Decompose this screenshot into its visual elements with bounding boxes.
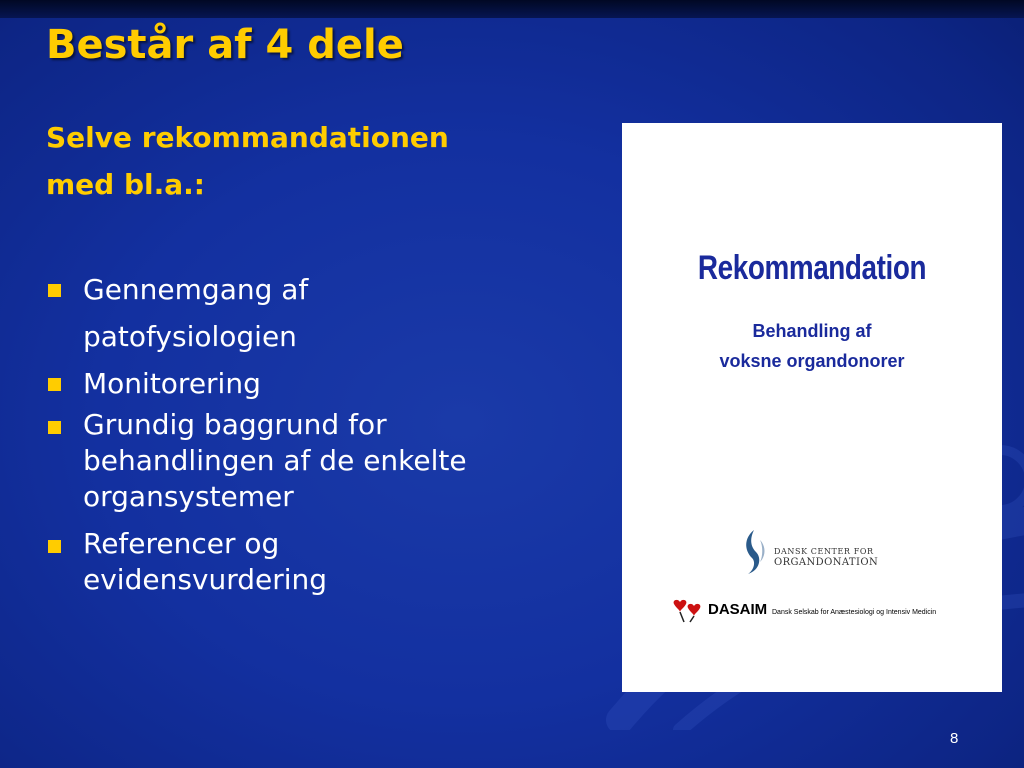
bullet-list xyxy=(46,266,566,609)
slide-subtitle xyxy=(46,114,506,208)
bullet-line: evidensvurdering xyxy=(83,563,328,596)
dcfo-logo-icon xyxy=(740,528,770,576)
bullet-line: Grundig baggrund for xyxy=(83,408,387,441)
bullet-square-icon xyxy=(48,540,61,553)
cover-subtitle-line: Behandling af xyxy=(752,321,872,341)
document-cover-image xyxy=(622,123,1002,692)
bullet-item xyxy=(46,266,566,360)
subtitle-line: Selve rekommandationen xyxy=(46,121,449,154)
slide-title: Består af 4 dele xyxy=(46,22,404,68)
bullet-item xyxy=(46,360,566,407)
dcfo-line: DANSK CENTER FOR xyxy=(774,547,874,556)
bullet-square-icon xyxy=(48,378,61,391)
bullet-line: organsystemer xyxy=(83,480,294,513)
bullet-line: Monitorering xyxy=(83,367,261,400)
dcfo-line: ORGANDONATION xyxy=(774,557,879,568)
bullet-item xyxy=(46,526,566,598)
bullet-line: Referencer og xyxy=(83,527,280,560)
cover-subtitle-line: voksne organdonorer xyxy=(719,351,905,371)
dcfo-logo-text xyxy=(774,546,878,568)
dasaim-name: DASAIM xyxy=(708,601,768,618)
bullet-square-icon xyxy=(48,421,61,434)
bullet-line: patofysiologien xyxy=(83,320,297,353)
cover-title: Rekommandation xyxy=(697,249,927,287)
bullet-item xyxy=(46,407,566,515)
bullet-line: Gennemgang af xyxy=(83,273,309,306)
bullet-square-icon xyxy=(48,284,61,297)
bullet-line: behandlingen af de enkelte xyxy=(83,444,467,477)
top-band xyxy=(0,0,1024,18)
page-number: 8 xyxy=(950,730,959,747)
dasaim-logo-icon xyxy=(670,598,706,624)
dasaim-full-name: Dansk Selskab for Anæstesiologi og Intensiv Medicin xyxy=(772,609,937,616)
subtitle-line: med bl.a.: xyxy=(46,168,205,201)
